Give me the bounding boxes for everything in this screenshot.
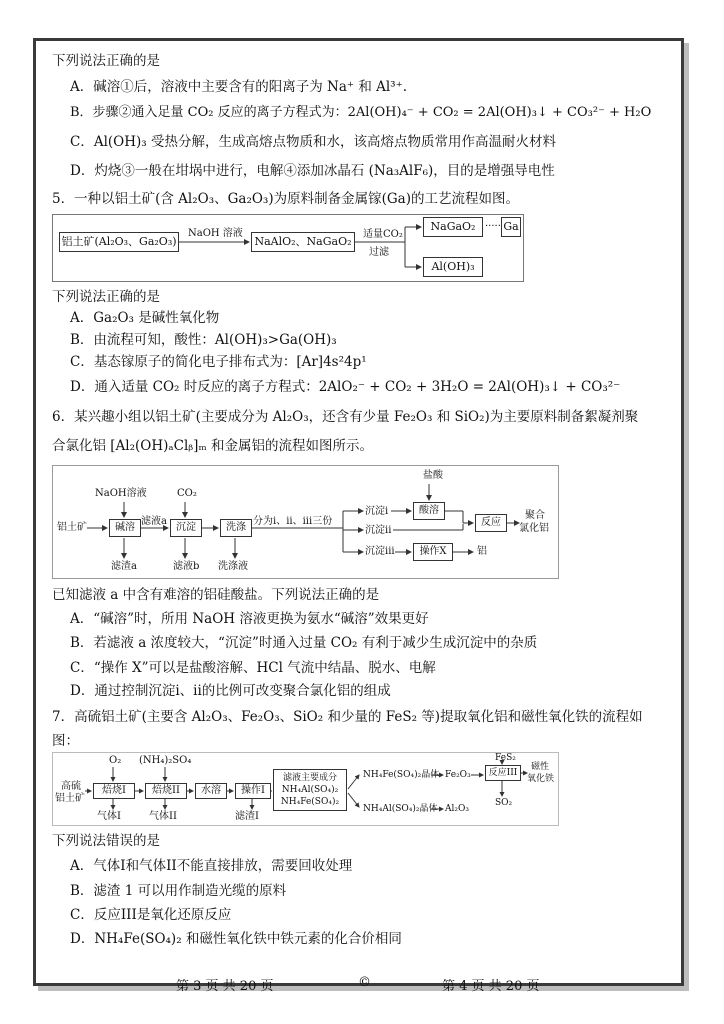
q6-label-split: 分为i、ii、iii三份 (253, 516, 333, 527)
q6-stem-line2: 合氯化铝 [Al₂(OH)ₐClᵦ]ₘ 和金属铝的流程如图所示。 (52, 438, 374, 454)
q6-label-precip-i: 沉淀i (365, 506, 389, 517)
q5-label-filter: 过滤 (369, 247, 389, 258)
q6-label-ore: 铝土矿 (57, 522, 87, 533)
q5-dots: ····· (485, 221, 501, 232)
q7-box-roast1: 焙烧I (93, 783, 135, 799)
q5-prompt: 下列说法正确的是 (52, 289, 160, 305)
q7-box-operation1: 操作I (235, 783, 271, 799)
q6-box-alkali: 碱溶 (109, 519, 141, 537)
q6-label-naoh: NaOH溶液 (95, 488, 147, 499)
q7-label-residue1: 滤渣I (235, 811, 259, 822)
q7-label-gas1: 气体I (97, 811, 121, 822)
q7-stem-line1: 7．高硫铝土矿(主要含 Al₂O₃、Fe₂O₃、SiO₂ 和少量的 FeS₂ 等)提取氧化铝和磁性氧化铁的流程如 (52, 709, 643, 725)
q5-box-aloh3: Al(OH)₃ (423, 257, 483, 277)
q6-label-hcl: 盐酸 (423, 470, 443, 481)
q5-option-c: C．基态镓原子的简化电子排布式为：[Ar]4s²4p¹ (70, 354, 367, 370)
q4-option-a: A．碱溶①后，溶液中主要含有的阳离子为 Na⁺ 和 Al³⁺. (70, 79, 408, 95)
q7-option-c: C．反应III是氧化还原反应 (70, 907, 232, 923)
q6-label-filtrate-b: 滤液b (173, 561, 200, 572)
q7-stem-line2: 图： (52, 733, 79, 749)
q6-label-al: 铝 (477, 546, 487, 557)
q6-box-wash: 洗涤 (220, 519, 252, 537)
q7-label-crystal-fe: NH₄Fe(SO₄)₂晶体 (363, 770, 440, 780)
q7-option-b: B．滤渣 1 可以用作制造光缆的原料 (70, 883, 287, 899)
footer-copyright: © (358, 975, 371, 990)
q7-arrows (53, 753, 558, 825)
q5-option-d: D．通入适量 CO₂ 时反应的离子方程式：2AlO₂⁻ + CO₂ + 3H₂O = 2Al(OH)₃↓ + CO₃²⁻ (70, 379, 621, 395)
q7-label-al2o3: Al₂O₃ (445, 804, 469, 814)
q6-flow-diagram (52, 465, 559, 579)
q6-option-b: B．若滤液 a 浓度较大，“沉淀”时通入过量 CO₂ 有利于减少生成沉淀中的杂质 (70, 635, 538, 651)
q7-label-ore-1: 高硫 (61, 781, 81, 792)
q6-option-a: A．“碱溶”时，所用 NaOH 溶液更换为氨水“碱溶”效果更好 (70, 611, 429, 627)
q5-label-naoh: NaOH 溶液 (188, 228, 243, 239)
q6-option-d: D．通过控制沉淀i、ii的比例可改变聚合氯化铝的组成 (70, 683, 391, 699)
q7-label-magnetic-2: 氧化铁 (527, 774, 555, 784)
q7-prompt: 下列说法错误的是 (52, 833, 160, 849)
q6-box-operation-x: 操作X (413, 543, 453, 561)
q4-option-c: C．Al(OH)₃ 受热分解，生成高熔点物质和水，该高熔点物质常用作高温耐火材料 (70, 134, 556, 150)
q7-filtrate-fe: NH₄Fe(SO₄)₂ (280, 797, 340, 807)
q4-stem: 下列说法正确的是 (52, 53, 160, 69)
footer-page-right: 第 4 页 共 20 页 (442, 979, 540, 994)
q5-option-a: A．Ga₂O₃ 是碱性氧化物 (70, 310, 220, 326)
q6-label-filtrate-a: 滤液a (141, 516, 167, 527)
q5-arrows (53, 215, 523, 281)
q7-label-crystal-al: NH₄Al(SO₄)₂晶体 (363, 804, 438, 814)
q6-box-precipitate: 沉淀 (170, 519, 202, 537)
q7-label-ore-2: 铝土矿 (55, 793, 85, 804)
q6-label-residue-a: 滤渣a (111, 561, 137, 572)
q6-box-acid: 酸溶 (413, 502, 445, 520)
q4-option-b: B．步骤②通入足量 CO₂ 反应的离子方程式为：2Al(OH)₄⁻ + CO₂ = 2Al(OH)₃↓ + CO₃²⁻ + H₂O (70, 105, 652, 120)
q6-label-product-2: 氯化铝 (519, 523, 549, 534)
q7-option-d: D．NH₄Fe(SO₄)₂ 和磁性氧化铁中铁元素的化合价相同 (70, 931, 402, 947)
q7-label-fes2: FeS₂ (495, 753, 516, 763)
q5-stem: 5．一种以铝土矿(含 Al₂O₃、Ga₂O₃)为原料制备金属镓(Ga)的工艺流程如图。 (52, 191, 519, 207)
q6-stem-line1: 6．某兴趣小组以铝土矿(主要成分为 Al₂O₃，还含有少量 Fe₂O₃ 和 SiO₂)为主要原料制备絮凝剂聚 (52, 409, 639, 425)
q5-box-ore: 铝土矿(Al₂O₃、Ga₂O₃) (59, 232, 179, 252)
q7-flow-diagram (52, 752, 559, 826)
q6-arrows (53, 466, 558, 578)
q4-option-d: D．灼烧③一般在坩埚中进行，电解④添加冰晶石 (Na₃AlF₆)，目的是增强导电性 (70, 163, 555, 179)
q7-label-magnetic-1: 磁性 (531, 762, 550, 772)
footer-page-left: 第 3 页 共 20 页 (176, 979, 274, 994)
q6-label-precip-iii: 沉淀iii (365, 546, 395, 557)
q5-box-ga: Ga (501, 217, 521, 237)
q7-filtrate-al: NH₄Al(SO₄)₂ (281, 785, 339, 795)
q7-label-nh4so4: (NH₄)₂SO₄ (139, 755, 192, 766)
q6-label-wash-liquid: 洗涤液 (218, 561, 248, 572)
q6-prompt: 已知滤液 a 中含有难溶的铝硅酸盐。下列说法正确的是 (52, 587, 380, 603)
q7-box-roast2: 焙烧II (145, 783, 187, 799)
q5-box-nagao2: NaGaO₂ (423, 217, 483, 237)
q6-box-react: 反应 (475, 514, 507, 532)
q7-label-so2: SO₂ (495, 798, 513, 808)
q5-label-co2: 适量CO₂ (363, 229, 403, 240)
q6-option-c: C．“操作 X”可以是盐酸溶解、HCl 气流中结晶、脱水、电解 (70, 660, 436, 676)
q6-label-product-1: 聚合 (525, 510, 545, 521)
q5-option-b: B．由流程可知，酸性：Al(OH)₃>Ga(OH)₃ (70, 332, 337, 348)
q7-filtrate-title: 滤液主要成分 (282, 773, 337, 783)
q5-box-intermediate: NaAlO₂、NaGaO₂ (251, 232, 355, 252)
q7-label-o2: O₂ (109, 755, 122, 766)
q7-label-gas2: 气体II (149, 811, 177, 822)
q6-label-co2: CO₂ (177, 488, 197, 499)
q5-flow-diagram (52, 214, 524, 282)
q7-box-water-dissolve: 水溶 (195, 783, 227, 799)
q7-label-fe2o3: Fe₂O₃ (445, 770, 471, 780)
q7-box-reaction3: 反应III (485, 765, 521, 781)
q6-label-precip-ii: 沉淀ii (365, 525, 392, 536)
q7-option-a: A．气体I和气体II不能直接排放，需要回收处理 (70, 858, 353, 874)
